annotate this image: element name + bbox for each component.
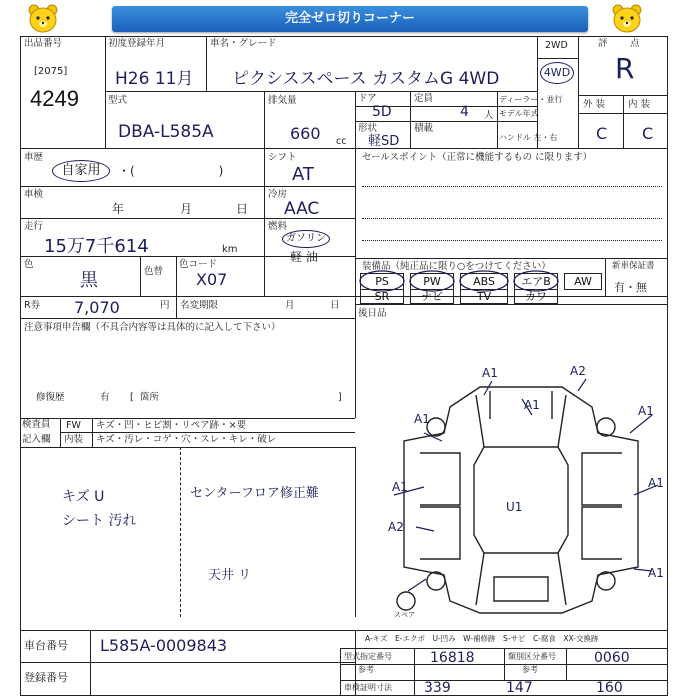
mileage-unit: km bbox=[222, 244, 238, 255]
displacement-unit: cc bbox=[336, 136, 347, 147]
model-type-label: 型式 bbox=[108, 95, 128, 106]
equipment-airbag: エアB bbox=[514, 273, 558, 290]
interior-grade: C bbox=[642, 124, 654, 143]
usage-history-label: 車歴 bbox=[24, 152, 44, 163]
exterior-label: 外 装 bbox=[583, 99, 606, 110]
later-date-items-label: 後日品 bbox=[358, 308, 387, 319]
color-change-label: 色替 bbox=[144, 266, 164, 277]
mileage-value: 15万7千614 bbox=[44, 236, 149, 257]
damage-mark-4: A1 bbox=[414, 412, 430, 426]
damage-code-legend: A-キズ E-エクボ U-凹み W-補修跡 S-サビ C-腐食 XX-交換跡 bbox=[365, 634, 599, 643]
color-label: 色 bbox=[24, 259, 34, 270]
lot-number: 4249 bbox=[30, 86, 79, 111]
ac-value: AAC bbox=[284, 199, 320, 219]
damage-mark-1: A1 bbox=[482, 366, 498, 380]
model-year-label: モデル年式 bbox=[499, 109, 539, 118]
page-banner: 完全ゼロ切りコーナー bbox=[112, 6, 588, 32]
inspector-row1-head: FW bbox=[66, 420, 81, 431]
equipment-ps: PS bbox=[360, 273, 404, 290]
inspector-note-left-1: キズ U bbox=[62, 489, 105, 505]
score-label-1: 評 bbox=[598, 38, 608, 49]
damage-mark-8: A2 bbox=[388, 520, 404, 534]
inspection-year-label: 年 bbox=[112, 202, 125, 216]
chassis-number-value: L585A-0009843 bbox=[100, 636, 228, 655]
dimension-height: 160 bbox=[596, 680, 623, 696]
class-number-ref-label: 参考 bbox=[522, 665, 538, 674]
equipment-label: 装備品（純正品に限り○をつけてください） bbox=[362, 261, 551, 272]
type-cert-value: 16818 bbox=[430, 650, 475, 666]
capacity-value: 4 bbox=[460, 104, 469, 120]
dealer-label: ディーラー・並行 bbox=[499, 95, 563, 104]
inspector-row2-items: キズ・汚レ・コゲ・穴・スレ・キレ・破レ bbox=[96, 434, 277, 445]
class-number-label: 類別区分番号 bbox=[508, 652, 556, 661]
body-shape-value: 軽SD bbox=[368, 134, 400, 149]
recycle-fee-value: 7,070 bbox=[74, 298, 120, 317]
damage-mark-7: U1 bbox=[506, 500, 523, 514]
color-value: 黒 bbox=[80, 270, 98, 291]
exterior-grade: C bbox=[596, 124, 608, 143]
lot-number-label: 出品番号 bbox=[24, 38, 63, 49]
lot-sub-code: [2075] bbox=[34, 66, 68, 77]
doors-value: 5D bbox=[372, 104, 392, 120]
inspection-label: 車検 bbox=[24, 189, 44, 200]
drive-4wd-circled: 4WD bbox=[540, 62, 574, 84]
damage-mark-3: A1 bbox=[524, 398, 540, 412]
cert-dimensions-label: 車検証明寸法 bbox=[344, 683, 392, 692]
owner-change-label: 名変期限 bbox=[180, 300, 219, 311]
steering-side-label: ハンドル 左・右 bbox=[499, 133, 558, 142]
repair-history-value: 有 bbox=[100, 392, 110, 403]
type-cert-label: 型式指定番号 bbox=[344, 652, 392, 661]
repair-part-label: 箇所 bbox=[140, 392, 160, 403]
owner-change-day: 日 bbox=[330, 300, 340, 311]
fuel-diesel-option: 軽 油 bbox=[290, 250, 318, 264]
new-car-warranty-label: 新車保証書 bbox=[612, 261, 655, 271]
inspector-note-left-2: シート 汚れ bbox=[62, 513, 137, 529]
notes-declaration-label: 注意事項申告欄（不具合内容等は具体的に記入して下さい） bbox=[24, 322, 281, 333]
damage-mark-5: A1 bbox=[638, 404, 654, 418]
inspector-note-center-1: センターフロア修正難 bbox=[190, 486, 319, 501]
inspection-month-label: 月 bbox=[180, 202, 193, 216]
ac-label: 冷房 bbox=[268, 189, 288, 200]
color-code-value: X07 bbox=[196, 270, 228, 289]
repair-history-label: 修復歴 bbox=[36, 392, 65, 403]
color-code-label: 色コード bbox=[179, 259, 218, 270]
car-condition-diagram bbox=[372, 355, 668, 625]
class-number-value: 0060 bbox=[594, 650, 630, 666]
first-registration-label: 初度登録年月 bbox=[108, 38, 166, 49]
chassis-number-label: 車台番号 bbox=[24, 639, 68, 652]
shift-value: AT bbox=[292, 164, 314, 185]
first-registration-value: H26 11月 bbox=[115, 69, 194, 89]
equipment-sr: SR bbox=[360, 289, 404, 304]
drive-2wd-label: 2WD bbox=[545, 40, 568, 51]
damage-mark-6: A1 bbox=[392, 480, 408, 494]
dimension-length: 339 bbox=[424, 680, 451, 696]
usage-private-circled: 自家用 bbox=[52, 160, 110, 182]
capacity-label: 定員 bbox=[414, 93, 434, 104]
warranty-value: 有・無 bbox=[614, 281, 647, 294]
damage-mark-9: A1 bbox=[648, 476, 664, 490]
load-capacity-label: 積載 bbox=[414, 123, 434, 134]
score-label-2: 点 bbox=[630, 38, 640, 49]
damage-mark-10: A1 bbox=[648, 566, 664, 580]
fuel-label: 燃料 bbox=[268, 221, 288, 232]
body-shape-label: 形状 bbox=[358, 123, 378, 134]
displacement-label: 排気量 bbox=[268, 95, 297, 106]
registration-number-label: 登録番号 bbox=[24, 671, 68, 684]
equipment-aw: AW bbox=[564, 273, 602, 290]
type-cert-ref-label: 参考 bbox=[358, 665, 374, 674]
interior-label: 内 装 bbox=[628, 99, 651, 110]
fuel-gasoline-circled: ガソリン bbox=[282, 230, 330, 248]
capacity-unit: 人 bbox=[484, 110, 494, 121]
inspector-note-center-2: 天井 リ bbox=[208, 568, 252, 583]
recycle-ticket-label: R券 bbox=[24, 300, 41, 311]
bear-mascot-left-icon bbox=[26, 4, 60, 34]
damage-mark-2: A2 bbox=[570, 364, 586, 378]
doors-label: ドア bbox=[358, 93, 377, 104]
inspector-row2-head: 内装 bbox=[64, 434, 84, 445]
owner-change-month: 月 bbox=[285, 300, 295, 311]
inspector-entry-label: 記入欄 bbox=[22, 434, 51, 445]
car-name-value: ピクシススペース カスタムG 4WD bbox=[232, 69, 500, 89]
inspector-row1-items: キズ・凹・ヒビ割・リペア跡・×要 bbox=[96, 420, 247, 431]
shift-label: シフト bbox=[268, 152, 297, 163]
inspection-day-label: 日 bbox=[236, 202, 249, 216]
sales-point-label: セールスポイント（正常に機能するもの に限ります） bbox=[362, 152, 593, 163]
equipment-circles bbox=[355, 268, 565, 294]
spare-tire-label: スペア bbox=[394, 611, 415, 619]
equipment-tv: TV bbox=[460, 289, 508, 304]
recycle-yen-unit: 円 bbox=[160, 300, 170, 311]
mileage-label: 走行 bbox=[24, 221, 44, 232]
equipment-pw: PW bbox=[410, 273, 454, 290]
equipment-navi: ナビ bbox=[410, 289, 454, 304]
dimension-width: 147 bbox=[506, 680, 533, 696]
car-name-label: 車名・グレード bbox=[210, 38, 277, 49]
equipment-abs: ABS bbox=[460, 273, 508, 290]
equipment-leather: カワ bbox=[514, 289, 558, 304]
auction-score: R bbox=[615, 52, 635, 85]
inspector-label: 検査員 bbox=[22, 419, 51, 430]
bear-mascot-right-icon bbox=[610, 4, 644, 34]
displacement-value: 660 bbox=[290, 124, 321, 143]
model-type-value: DBA-L585A bbox=[118, 122, 214, 142]
